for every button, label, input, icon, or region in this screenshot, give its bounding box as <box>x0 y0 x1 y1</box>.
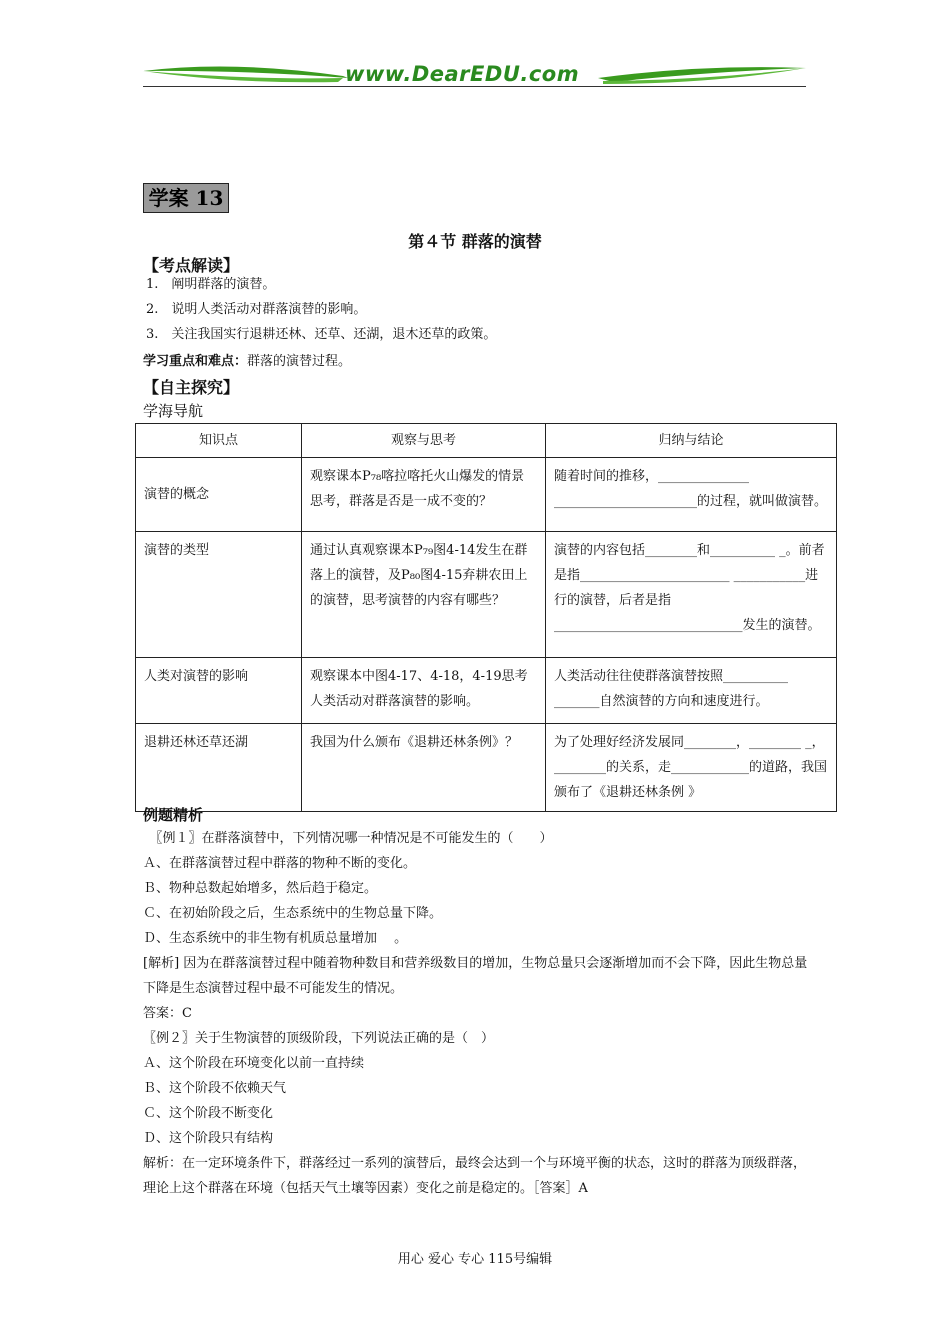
nav-label: 学海导航 <box>143 402 204 420</box>
example-line: Ｂ、物种总数起始增多，然后趋于稳定。 <box>143 881 378 896</box>
topic-cell: 演替的概念 <box>136 458 302 532</box>
objective-3: 3. 关注我国实行退耕还林、还草、还湖，退木还草的政策。 <box>146 327 497 342</box>
example-line: Ｃ、在初始阶段之后，生态系统中的生物总量下降。 <box>143 906 443 921</box>
example-line: 〖例１〗在群落演替中，下列情况哪一种情况是不可能发生的（ ） <box>143 831 553 846</box>
objective-2: 2. 说明人类活动对群落演替的影响。 <box>146 302 367 317</box>
knowledge-table <box>135 423 837 812</box>
example-line: Ａ、这个阶段在环境变化以前一直持续 <box>143 1056 365 1071</box>
header-cell: 归纳与结论 <box>546 424 837 458</box>
table-row <box>136 658 837 724</box>
conclude-cell: 为了处理好经济发展同________，________ _，________的关系，走____________的道路，我国颁布了《退耕还林条例 》 <box>546 724 837 812</box>
lesson-badge: 学案 13 <box>143 183 229 213</box>
table-header-row <box>136 424 837 458</box>
conclude-cell: 随着时间的推移，______________ ______________________的过程，就叫做演替。 <box>546 458 837 532</box>
conclude-cell: 人类活动往往使群落演替按照__________ _______自然演替的方向和速度进行。 <box>546 658 837 724</box>
header-cell: 知识点 <box>136 424 302 458</box>
example-answer: 答案：C <box>143 1006 192 1021</box>
table-row <box>136 532 837 658</box>
header-rule <box>143 86 806 87</box>
observe-cell: 通过认真观察课本P₇₉图4-14发生在群落上的演替，及P₈₀图4-15弃耕农田上的演替，思考演替的内容有哪些？ <box>302 532 546 658</box>
section-zizhu: 【自主探究】 <box>143 378 240 397</box>
header-cell: 观察与思考 <box>302 424 546 458</box>
conclude-cell: 演替的内容包括________和__________ _。前者是指_______________________ ___________进行的演替，后者是指_____________________________发生的演替。 <box>546 532 837 658</box>
observe-cell: 观察课本P₇₈喀拉喀托火山爆发的情景思考，群落是否是一成不变的？ <box>302 458 546 532</box>
example-line: 〖例２〗关于生物演替的顶级阶段，下列说法正确的是（ ） <box>143 1031 495 1046</box>
example-line: Ｄ、生态系统中的非生物有机质总量增加 。 <box>143 931 408 946</box>
topic-cell: 人类对演替的影响 <box>136 658 302 724</box>
topic-cell: 退耕还林还草还湖 <box>136 724 302 812</box>
site-logo-text: www.DearEDU.com <box>345 62 580 86</box>
observe-cell: 观察课本中图4-17、4-18，4-19思考人类活动对群落演替的影响。 <box>302 658 546 724</box>
observe-cell: 我国为什么颁布《退耕还林条例》？ <box>302 724 546 812</box>
topic-cell: 演替的类型 <box>136 532 302 658</box>
example-analysis: [解析] 因为在群落演替过程中随着物种数目和营养级数目的增加，生物总量只会逐渐增加而不会下降，因此生物总量下降是生态演替过程中最不可能发生的情况。 <box>143 956 808 996</box>
example-line: Ｂ、这个阶段不依赖天气 <box>143 1081 287 1096</box>
examples-title: 例题精析 <box>143 806 204 824</box>
example-line: Ａ、在群落演替过程中群落的物种不断的变化。 <box>143 856 417 871</box>
section-kaodian: 【考点解读】 <box>143 256 240 275</box>
example-analysis: 解析：在一定环境条件下，群落经过一系列的演替后，最终会达到一个与环境平衡的状态，这时的群落为顶级群落，理论上这个群落在环境（包括天气土壤等因素）变化之前是稳定的。［答案］A <box>143 1156 807 1196</box>
table-row <box>136 724 837 812</box>
page-footer: 用心 爱心 专心 115号编辑 <box>397 1252 553 1267</box>
page-title: 第４节 群落的演替 <box>408 232 542 251</box>
focus-label: 学习重点和难点： <box>143 354 248 369</box>
table-row <box>136 458 837 532</box>
objective-1: 1. 阐明群落的演替。 <box>146 277 276 292</box>
example-line: Ｃ、这个阶段不断变化 <box>143 1106 274 1121</box>
examples-block <box>143 826 813 1201</box>
focus-line <box>143 352 351 372</box>
focus-text: 群落的演替过程。 <box>247 354 352 369</box>
example-line: Ｄ、这个阶段只有结构 <box>143 1131 274 1146</box>
